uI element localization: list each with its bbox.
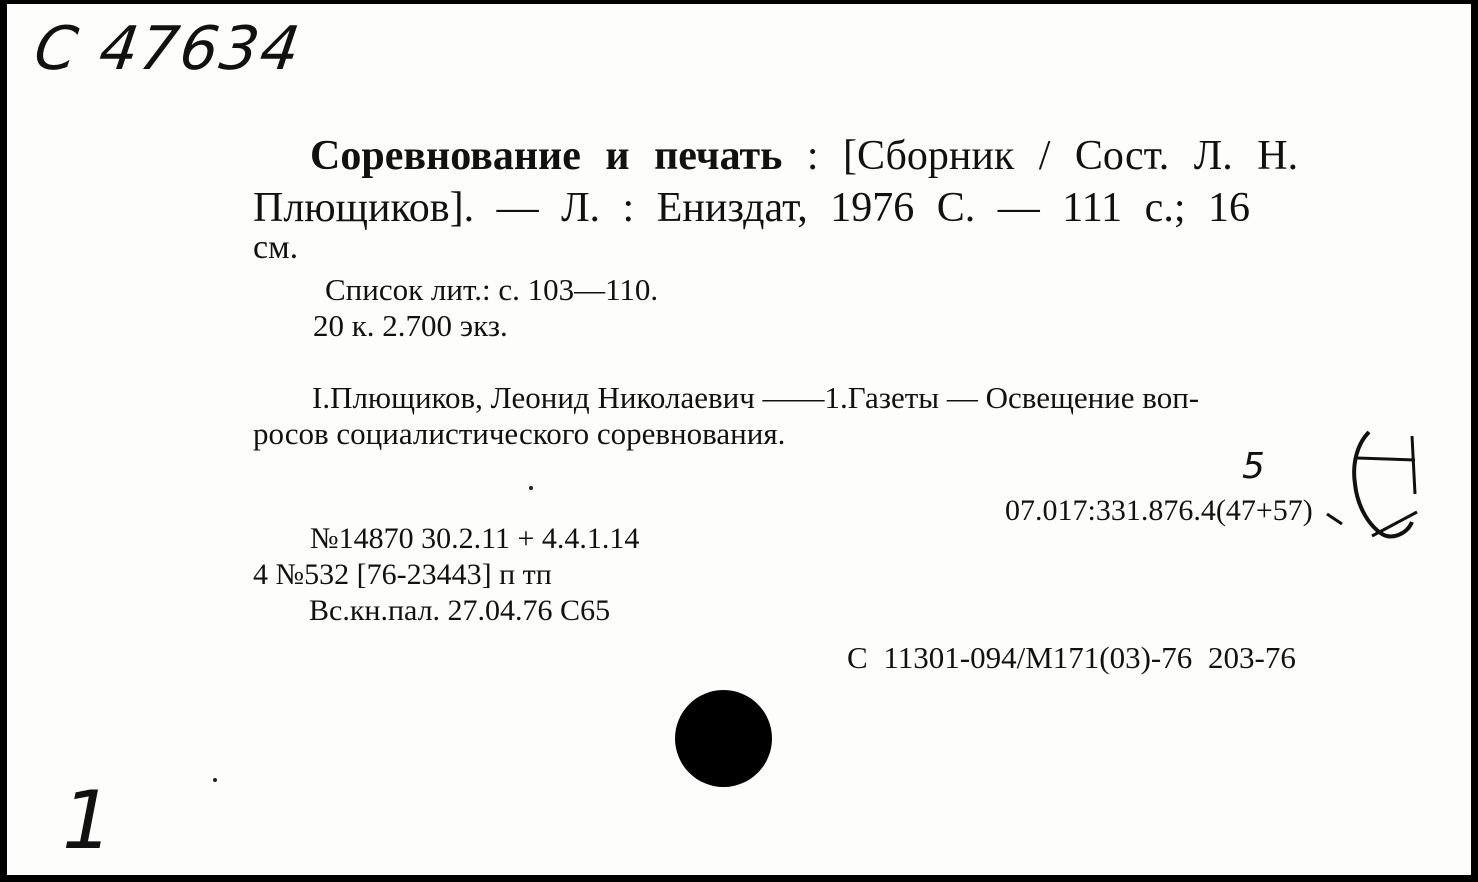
handwritten-annotation: 5: [1242, 446, 1265, 487]
publication-line: Плющиков]. — Л. : Ениздат, 1976 С. — 111 с.; 16: [253, 185, 1250, 231]
ref-line-1: №14870 30.2.11 + 4.4.1.14: [310, 522, 640, 555]
bibliography-note: Список лит.: с. 103—110.: [325, 272, 659, 307]
size-line: см.: [253, 229, 299, 266]
udc-index: 07.017:331.876.4(47+57): [1005, 494, 1313, 527]
ref-line-2: 4 №532 [76-23443] п тп: [253, 558, 552, 591]
title-line: [310, 132, 1298, 180]
subject-headings: I.Плющиков, Леонид Николаевич ——1.Газеты — Освещение воп-: [312, 380, 1200, 415]
catalog-card: [7, 4, 1471, 875]
speck: [529, 486, 533, 490]
speck: [213, 778, 217, 782]
price-note: 20 к. 2.700 экз.: [313, 308, 508, 343]
subject-headings-cont: росов социалистического соревнования.: [253, 416, 786, 451]
handwritten-page-number: 1: [62, 774, 113, 867]
punch-hole: [675, 690, 772, 787]
book-title: Соревнование и печать: [310, 133, 783, 179]
ref-line-3: Вс.кн.пал. 27.04.76 С65: [309, 594, 611, 627]
handwritten-call-number: С 47634: [30, 14, 306, 84]
bottom-code: С 11301-094/М171(03)-76 203-76: [847, 640, 1296, 675]
title-continuation: : [Сборник / Сост. Л. Н.: [782, 133, 1299, 179]
